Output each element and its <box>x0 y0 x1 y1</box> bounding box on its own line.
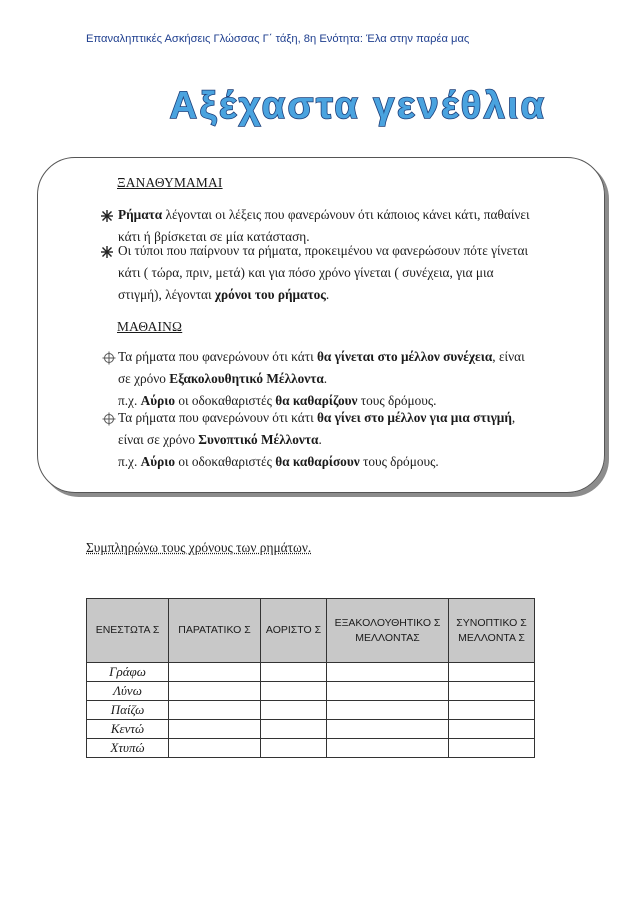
remember-item-tenses: Οι τύποι που παίρνουν τα ρήματα, προκειμένου να φανερώσουν πότε γίνεται κάτι ( τώρα, πριν, μετά) και για πόσο χρόνο γίνεται ( συνέχεια, για μια στιγμή), λέγονται χρόνοι του ρήματος. <box>118 243 529 302</box>
page-header: Επαναληπτικές Ασκήσεις Γλώσσας Γ΄ τάξη, 8η Ενότητα: Έλα στην παρέα μας <box>86 33 470 45</box>
learn-item-simple-future: Τα ρήματα που φανερώνουν ότι κάτι θα γίνει στο μέλλον για μια στιγμή, είναι σε χρόνο Συνοπτικό Μέλλοντα. π.χ. Αύριο οι οδοκαθαριστές θα καθαρίσουν τους δρόμους. <box>118 410 516 469</box>
snowflake-icon <box>100 209 114 223</box>
crosshair-icon <box>102 412 116 426</box>
remember-heading: ΞΑΝΑΘΥΜΑΜΑΙ <box>117 175 223 190</box>
table-row <box>87 739 535 758</box>
title-wordart <box>148 80 568 130</box>
verb-cell: Παίζω <box>87 701 169 720</box>
verb-cell: Γράφω <box>87 663 169 682</box>
table-row <box>87 701 535 720</box>
table-row <box>87 682 535 701</box>
table-header-row <box>87 599 535 663</box>
answer-cell[interactable] <box>261 682 327 701</box>
learn-item-continuous-future: Τα ρήματα που φανερώνουν ότι κάτι θα γίνεται στο μέλλον συνέχεια, είναι σε χρόνο Εξακολουθητικό Μέλλοντα. π.χ. Αύριο οι οδοκαθαριστές θα καθαρίζουν τους δρόμους. <box>118 349 525 408</box>
answer-cell[interactable] <box>327 682 449 701</box>
answer-cell[interactable] <box>449 663 535 682</box>
answer-cell[interactable] <box>169 682 261 701</box>
answer-cell[interactable] <box>449 720 535 739</box>
column-header: ΠΑΡΑΤΑΤΙΚΟ Σ <box>169 599 261 663</box>
table-row <box>87 720 535 739</box>
column-header: ΕΝΕΣΤΩΤΑ Σ <box>87 599 169 663</box>
verb-cell: Κεντώ <box>87 720 169 739</box>
answer-cell[interactable] <box>327 701 449 720</box>
tenses-table <box>86 598 535 758</box>
answer-cell[interactable] <box>169 663 261 682</box>
answer-cell[interactable] <box>449 701 535 720</box>
answer-cell[interactable] <box>327 720 449 739</box>
answer-cell[interactable] <box>169 701 261 720</box>
answer-cell[interactable] <box>169 720 261 739</box>
verb-cell: Λύνω <box>87 682 169 701</box>
answer-cell[interactable] <box>327 663 449 682</box>
title-text: Αξέχαστα γενέθλια <box>169 85 547 127</box>
crosshair-icon <box>102 351 116 365</box>
answer-cell[interactable] <box>261 663 327 682</box>
learn-heading: ΜΑΘΑΙΝΩ <box>117 319 183 334</box>
column-header: ΕΞΑΚΟΛΟΥΘΗΤΙΚΟ Σ ΜΕΛΛΟΝΤΑΣ <box>327 599 449 663</box>
answer-cell[interactable] <box>327 739 449 758</box>
table-row <box>87 663 535 682</box>
column-header: ΣΥΝΟΠΤΙΚΟ Σ ΜΕΛΛΟΝΤΑ Σ <box>449 599 535 663</box>
answer-cell[interactable] <box>261 701 327 720</box>
column-header: ΑΟΡΙΣΤΟ Σ <box>261 599 327 663</box>
exercise-instruction: Συμπληρώνω τους χρόνους των ρημάτων. <box>86 540 312 555</box>
answer-cell[interactable] <box>261 739 327 758</box>
remember-item-verbs: Ρήματα λέγονται οι λέξεις που φανερώνουν ότι κάποιος κάνει κάτι, παθαίνει κάτι ή βρίσκεται σε μία κατάσταση. <box>118 207 530 244</box>
answer-cell[interactable] <box>169 739 261 758</box>
verb-cell: Χτυπώ <box>87 739 169 758</box>
answer-cell[interactable] <box>449 739 535 758</box>
snowflake-icon <box>100 245 114 259</box>
answer-cell[interactable] <box>449 682 535 701</box>
answer-cell[interactable] <box>261 720 327 739</box>
